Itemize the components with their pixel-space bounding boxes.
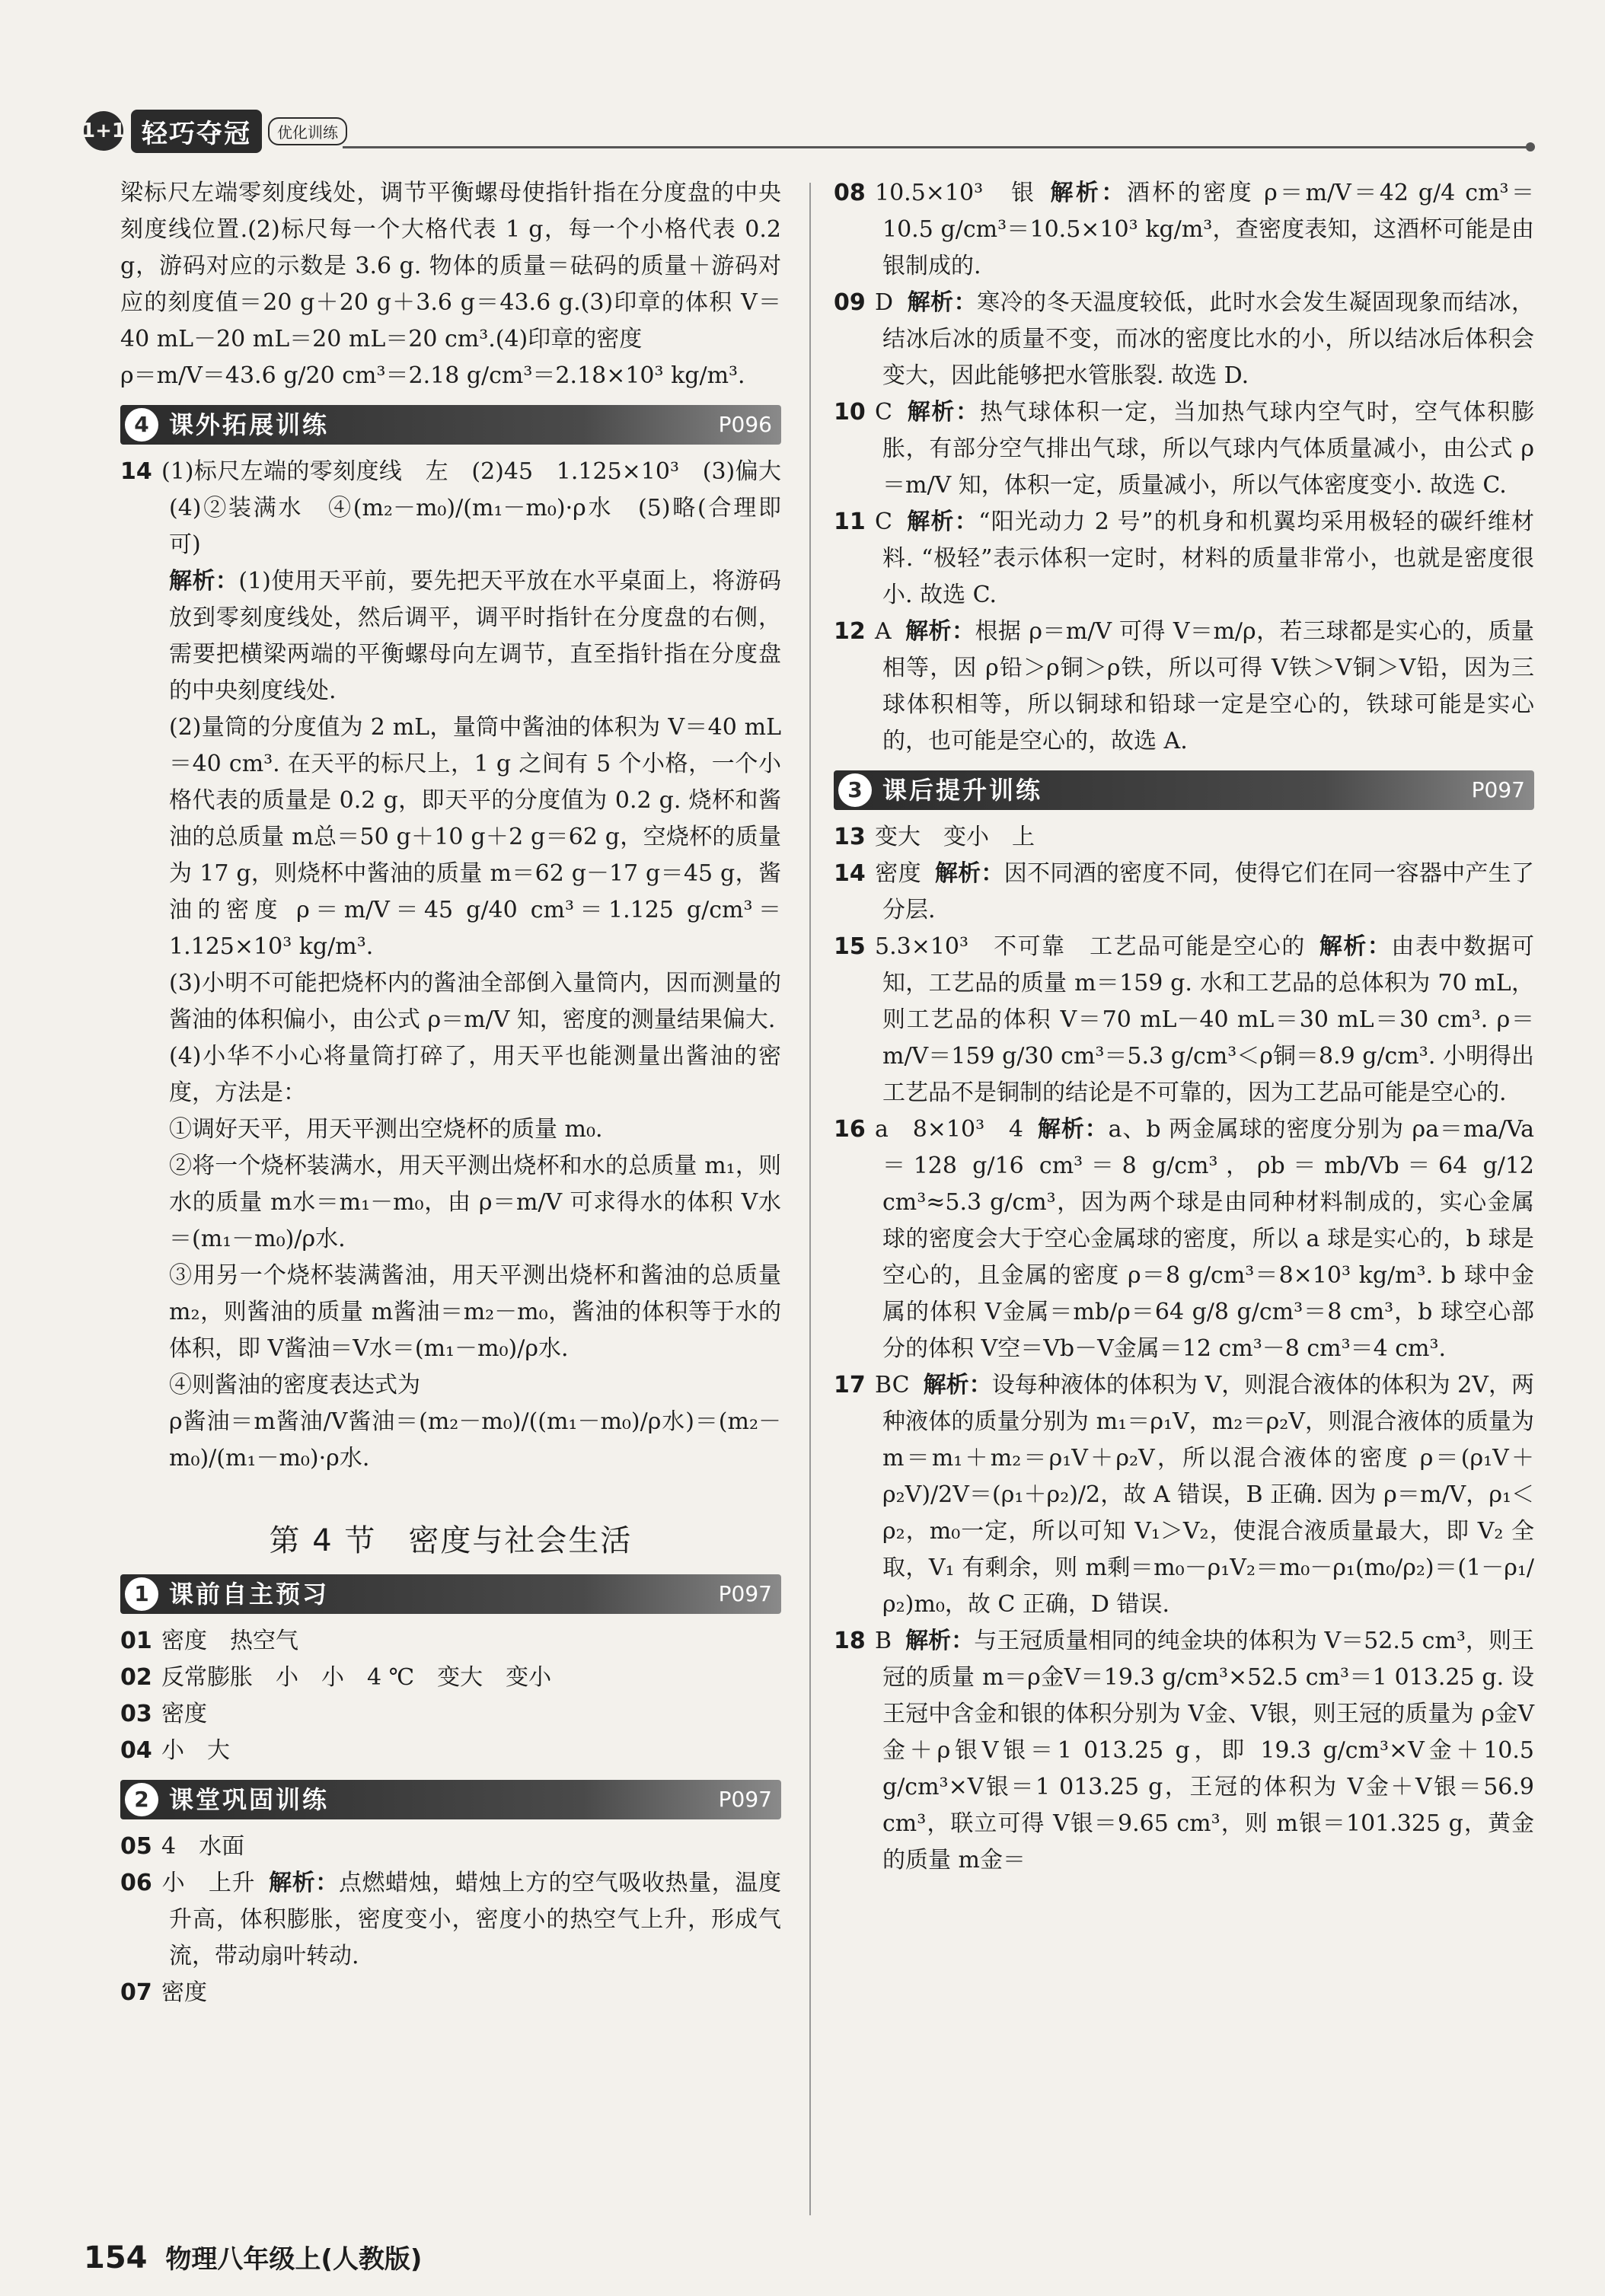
section-bar-classroom [120, 1780, 781, 1819]
page-number: 154 [84, 2240, 148, 2275]
question-answer: 5.3×10³ 不可靠 工艺品可能是空心的 [875, 933, 1306, 960]
answer-row [120, 1660, 781, 1696]
question-answer: B [875, 1628, 892, 1654]
header-rule [343, 146, 1530, 148]
section-page-ref: P097 [1471, 777, 1525, 802]
analysis-label: 解析： [934, 860, 1004, 887]
question-number: 04 [120, 1737, 152, 1764]
analysis-label: 解析： [1037, 1116, 1109, 1143]
question-14 [120, 454, 804, 1477]
analysis-text: (2)量筒的分度值为 2 mL，量筒中酱油的体积为 V＝40 mL＝40 cm³. 在天平的标尺上，1 g 之间有 5 个小格，一个小格代表的质量是 0.2 g，即天平的分度值为 0.2 g. 烧杯和酱油的总质量 m总＝50 g＋10 g＋2 g＝62 g，空烧杯的质量为 17 g，则烧杯中酱油的质量 m＝62 g－17 g＝45 g，酱油的密度 ρ＝m/V＝45 g/40 cm³＝1.125 g/cm³＝1.125×10³ kg/m³. [169, 714, 781, 960]
section-bar-extension [120, 405, 781, 445]
question-number: 14 [834, 860, 866, 887]
answer-row [834, 175, 1535, 285]
brand-title: 轻巧夺冠 [131, 110, 262, 153]
intro-formula: ρ＝m/V＝43.6 g/20 cm³＝2.18 g/cm³＝2.18×10³ kg/m³. [120, 362, 745, 389]
page-header [81, 107, 1530, 160]
right-column [834, 175, 1534, 1879]
page-footer [84, 2238, 422, 2275]
question-answer: 密度 [875, 860, 921, 887]
section-bar-after-class [834, 770, 1534, 810]
question-answer: 密度 [161, 1979, 207, 2006]
section-page-ref: P097 [718, 1787, 772, 1812]
brand-subtitle: 优化训练 [268, 117, 347, 145]
question-answer: BC [875, 1372, 910, 1398]
analysis-label: 解析： [905, 618, 975, 645]
answer-row [834, 856, 1535, 929]
analysis-label: 解析： [169, 568, 239, 595]
chapter-title: 第 4 节 密度与社会生活 [269, 1523, 633, 1558]
section-page-ref: P097 [718, 1581, 772, 1606]
question-answer: 小 上升 [161, 1870, 256, 1896]
analysis-text: 寒冷的冬天温度较低，此时水会发生凝固现象而结冰，结冰后冰的质量不变，而冰的密度比水的小，所以结冰后体积会变大，因此能够把水管胀裂. 故选 D. [882, 289, 1535, 389]
after-class-answers [834, 819, 1534, 1879]
analysis-label: 解析： [1050, 180, 1127, 206]
analysis-label: 解析： [1319, 933, 1392, 960]
question-answer: C [875, 399, 892, 426]
section-title: 课前自主预习 [169, 1580, 330, 1609]
analysis-label: 解析： [907, 289, 978, 316]
question-number: 10 [834, 399, 866, 426]
question-answer: 密度 [161, 1701, 207, 1727]
analysis-text: a、b 两金属球的密度分别为 ρa＝ma/Va＝128 g/16 cm³＝8 g/cm³，ρb＝mb/Vb＝64 g/12 cm³≈5.3 g/cm³，因为两个球是由同种材料制成的，实心金属球的密度会大于空心金属球的密度，所以 a 球是实心的，b 球是空心的，且金属的密度 ρ＝8 g/cm³＝8×10³ kg/m³. b 球中金属的体积 V金属＝mb/ρ＝64 g/8 g/cm³＝8 cm³，b 球空心部分的体积 V空＝Vb－V金属＝12 cm³－8 cm³＝4 cm³. [882, 1116, 1535, 1362]
question-answer: C [875, 509, 892, 535]
analysis-formula: ρ酱油＝m酱油/V酱油＝(m₂－m₀)/((m₁－m₀)/ρ水)＝(m₂－m₀)/(m₁－m₀)·ρ水. [169, 1408, 781, 1472]
section-title: 课堂巩固训练 [169, 1785, 330, 1814]
answer-row [120, 1623, 781, 1660]
section-number: 3 [838, 773, 872, 807]
question-number: 01 [120, 1628, 152, 1654]
section-title: 课后提升训练 [882, 776, 1043, 805]
answer-row [834, 819, 1534, 856]
question-answer: a 8×10³ 4 [875, 1116, 1024, 1143]
intro-paragraph: 梁标尺左端零刻度线处，调节平衡螺母使指针指在分度盘的中央刻度线位置.(2)标尺每一个大格代表 1 g，每一个小格代表 0.2 g，游码对应的示数是 3.6 g. 物体的质量＝砝码的质量＋游码对应的刻度值＝20 g＋20 g＋3.6 g＝43.6 g.(3)印章的体积 V＝40 mL－20 mL＝20 mL＝20 cm³.(4)印章的密度 [120, 180, 781, 352]
top-answers [834, 175, 1534, 760]
question-answer: 密度 热空气 [161, 1628, 298, 1654]
analysis-label: 解析： [269, 1870, 339, 1896]
question-number: 06 [120, 1870, 152, 1896]
column-divider [809, 183, 811, 2215]
question-number: 14 [120, 458, 152, 485]
preview-answers [120, 1623, 781, 1769]
answer-row [834, 394, 1535, 504]
question-answer: 反常膨胀 小 小 4 ℃ 变大 变小 [161, 1664, 552, 1691]
section-page-ref: P096 [718, 412, 772, 437]
answer-row [120, 1975, 781, 2011]
analysis-text: ④则酱油的密度表达式为 [169, 1372, 420, 1398]
classroom-answers [120, 1829, 781, 2011]
analysis-text: (4)小华不小心将量筒打碎了，用天平也能测量出酱油的密度，方法是： [169, 1043, 781, 1106]
analysis-text: 由表中数据可知，工艺品的质量 m＝159 g. 水和工艺品的总体积为 70 mL，则工艺品的体积 V＝70 mL－40 mL＝30 mL＝30 cm³. ρ＝m/V＝159 g/30 cm³＝5.3 g/cm³＜ρ铜＝8.9 g/cm³. 小明得出工艺品不是铜制的结论是不可靠的，因为工艺品可能是空心的. [882, 933, 1535, 1106]
analysis-text: 热气球体积一定，当加热气球内空气时，空气体积膨胀，有部分空气排出气球，所以气球内气体质量减小，由公式 ρ＝m/V 知，体积一定，质量减小，所以气体密度变小. 故选 C. [882, 399, 1535, 499]
question-number: 07 [120, 1979, 152, 2006]
question-number: 08 [834, 180, 866, 206]
question-answer: 小 大 [161, 1737, 230, 1764]
analysis-text: 根据 ρ＝m/V 可得 V＝m/ρ，若三球都是实心的，质量相等，因 ρ铅＞ρ铜＞ρ铁，所以可得 V铁＞V铜＞V铅，因为三球体积相等，所以铜球和铅球一定是空心的，铁球可能是实心的，也可能是空心的，故选 A. [882, 618, 1534, 754]
analysis-text: 因不同酒的密度不同，使得它们在同一容器中产生了分层. [882, 860, 1535, 923]
answer-row [120, 1696, 781, 1733]
answer-row [834, 285, 1535, 394]
section-number: 1 [125, 1577, 158, 1611]
answer-row [834, 929, 1535, 1111]
analysis-text: ①调好天平，用天平测出空烧杯的质量 m₀. [169, 1116, 603, 1143]
question-number: 12 [834, 618, 866, 645]
question-answer: 10.5×10³ 银 [875, 180, 1037, 206]
question-answer: 变大 变小 上 [875, 824, 1035, 850]
section-number: 2 [125, 1783, 158, 1816]
question-number: 05 [120, 1833, 152, 1860]
question-number: 02 [120, 1664, 152, 1691]
question-number: 03 [120, 1701, 152, 1727]
analysis-text: 点燃蜡烛，蜡烛上方的空气吸收热量，温度升高，体积膨胀，密度变小，密度小的热空气上升，形成气流，带动扇叶转动. [169, 1870, 782, 1969]
answer-row [834, 614, 1534, 760]
analysis-label: 解析： [905, 399, 980, 426]
question-number: 11 [834, 509, 866, 535]
answer-row [834, 1111, 1535, 1367]
brand-mark-icon: 1+1 [84, 111, 123, 151]
book-title: 物理八年级上(人教版) [165, 2244, 423, 2275]
analysis-text: 与王冠质量相同的纯金块的体积为 V＝52.5 cm³，则王冠的质量 m＝ρ金V＝19.3 g/cm³×52.5 cm³＝1 013.25 g. 设王冠中含金和银的体积分别为 V金、V银，则王冠的质量为 ρ金V金＋ρ银V银＝1 013.25 g，即 19.3 g/cm³×V金＋10.5 g/cm³×V银＝1 013.25 g，王冠的体积为 V金＋V银＝56.9 cm³，联立可得 V银＝9.65 cm³，则 m银＝101.325 g，黄金的质量 m金＝ [882, 1628, 1535, 1873]
brand-logo [81, 107, 347, 155]
question-number: 09 [834, 289, 866, 316]
answer-row [120, 1829, 781, 1865]
analysis-text: 酒杯的密度 ρ＝m/V＝42 g/4 cm³＝10.5 g/cm³＝10.5×10³ kg/m³，查密度表知，这酒杯可能是由银制成的. [882, 180, 1535, 279]
question-answer: A [875, 618, 892, 645]
question-number: 15 [834, 933, 866, 960]
section-title: 课外拓展训练 [169, 410, 330, 439]
left-column [120, 175, 804, 2011]
question-number: 13 [834, 824, 866, 850]
analysis-label: 解析： [905, 1628, 975, 1654]
analysis-label: 解析： [905, 509, 979, 535]
analysis-text: 设每种液体的体积为 V，则混合液体的体积为 2V，两种液体的质量分别为 m₁＝ρ₁V，m₂＝ρ₂V，则混合液体的质量为 m＝m₁＋m₂＝ρ₁V＋ρ₂V，所以混合液体的密度 ρ＝(ρ₁V＋ρ₂V)/2V＝(ρ₁＋ρ₂)/2，故 A 错误，B 正确. 因为 ρ＝m/V，ρ₁＜ρ₂，m₀一定，所以可知 V₁＞V₂，使混合液质量最大，即 V₂ 全取，V₁ 有剩余，则 m剩＝m₀－ρ₁V₂＝m₀－ρ₁(m₀/ρ₂)＝(1－ρ₁/ρ₂)m₀，故 C 正确，D 错误. [882, 1372, 1534, 1618]
analysis-text: “阳光动力 2 号”的机身和机翼均采用极轻的碳纤维材料. “极轻”表示体积一定时，材料的质量非常小，也就是密度很小. 故选 C. [882, 509, 1534, 608]
section-bar-preview [120, 1574, 781, 1614]
analysis-text: (3)小明不可能把烧杯内的酱油全部倒入量筒内，因而测量的酱油的体积偏小，由公式 ρ＝m/V 知，密度的测量结果偏大. [169, 970, 781, 1033]
question-answer: (1)标尺左端的零刻度线 左 (2)45 1.125×10³ (3)偏大 (4)②装满水 ④(m₂－m₀)/(m₁－m₀)·ρ水 (5)略(合理即可) [161, 458, 804, 558]
question-answer: D [875, 289, 894, 316]
analysis-text: ②将一个烧杯装满水，用天平测出烧杯和水的总质量 m₁，则水的质量 m水＝m₁－m₀，由 ρ＝m/V 可求得水的体积 V水＝(m₁－m₀)/ρ水. [169, 1153, 781, 1252]
analysis-label: 解析： [923, 1372, 992, 1398]
question-number: 16 [834, 1116, 866, 1143]
question-number: 17 [834, 1372, 866, 1398]
answer-row [834, 1623, 1535, 1879]
answer-row [120, 1733, 781, 1769]
analysis-text: (1)使用天平前，要先把天平放在水平桌面上，将游码放到零刻度线处，然后调平，调平时指针在分度盘的右侧，需要把横梁两端的平衡螺母向左调节，直至指针指在分度盘的中央刻度线处. [169, 568, 782, 704]
answer-row [120, 1865, 782, 1975]
answer-row [834, 1367, 1534, 1623]
analysis-text: ③用另一个烧杯装满酱油，用天平测出烧杯和酱油的总质量 m₂，则酱油的质量 m酱油＝m₂－m₀，酱油的体积等于水的体积，即 V酱油＝V水＝(m₁－m₀)/ρ水. [169, 1262, 781, 1362]
question-answer: 4 水面 [161, 1833, 245, 1860]
question-number: 18 [834, 1628, 866, 1654]
section-number: 4 [125, 408, 158, 442]
answer-row [834, 504, 1534, 614]
